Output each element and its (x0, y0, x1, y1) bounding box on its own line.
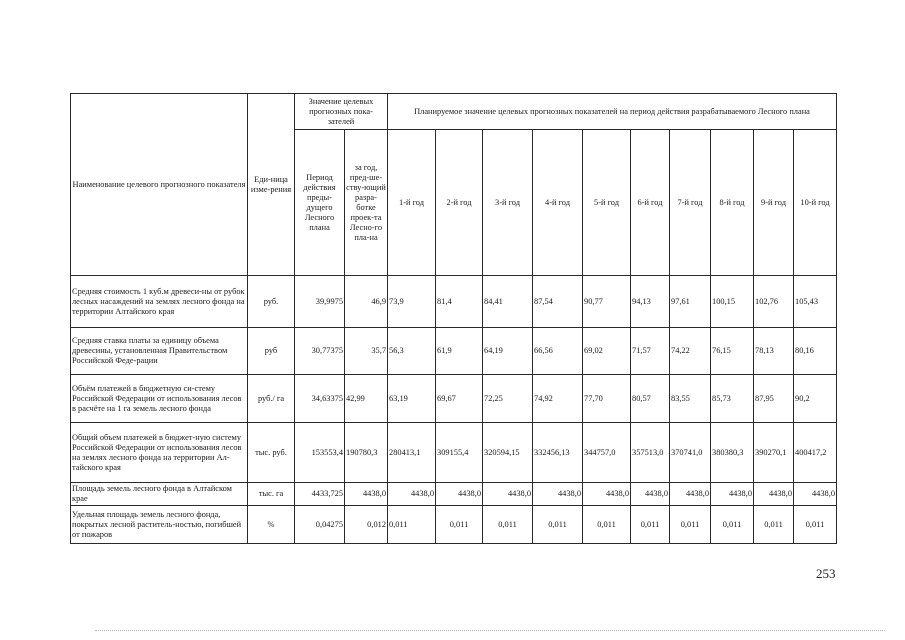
previous-plan-value: 0,04275 (295, 506, 345, 544)
scan-artifact-line (95, 630, 885, 637)
year-value: 94,13 (631, 276, 670, 328)
indicator-name: Средняя стоимость 1 куб.м древеси-ны от рубок лесных насаждений на землях лесного фонда на территории Алтайского края (71, 276, 248, 328)
forecast-indicators-table (70, 93, 837, 544)
header-target-values-group: Значение целевых прогнозных пока-зателей (295, 94, 388, 130)
year-value: 87,95 (754, 375, 794, 423)
year-value: 71,57 (631, 328, 670, 375)
header-unit: Еди-ница изме-рения (248, 94, 295, 276)
year-value: 4438,0 (436, 483, 483, 506)
previous-plan-value: 30,77375 (295, 328, 345, 375)
year-value: 370741,0 (670, 423, 711, 483)
year-value: 90,2 (794, 375, 837, 423)
year-value: 80,57 (631, 375, 670, 423)
year-value: 0,011 (670, 506, 711, 544)
year-value: 63,19 (388, 375, 436, 423)
year-value: 357513,0 (631, 423, 670, 483)
year-value: 0,011 (754, 506, 794, 544)
year-value: 73,9 (388, 276, 436, 328)
table-row (71, 483, 837, 506)
header-year-3: 3-й год (483, 130, 533, 276)
year-value: 102,76 (754, 276, 794, 328)
year-value: 0,011 (533, 506, 583, 544)
table-row (71, 423, 837, 483)
table-row (71, 375, 837, 423)
header-indicator-name: Наименование целевого прогнозного показателя (71, 94, 248, 276)
year-value: 69,67 (436, 375, 483, 423)
unit-cell: тыс. га (248, 483, 295, 506)
indicator-name: Средняя ставка платы за единицу объема древесины, установленная Правительством Российской Феде-рации (71, 328, 248, 375)
header-year-10: 10-й год (794, 130, 837, 276)
year-value: 0,011 (388, 506, 436, 544)
year-value: 4438,0 (754, 483, 794, 506)
year-value: 85,73 (711, 375, 754, 423)
unit-cell: руб./ га (248, 375, 295, 423)
year-value: 77,70 (583, 375, 631, 423)
indicator-name: Объём платежей в бюджетную си-стему Российской Федерации от использования лесов в расчёте на 1 га земель лесного фонда (71, 375, 248, 423)
table-row (71, 328, 837, 375)
unit-cell: тыс. руб. (248, 423, 295, 483)
year-value: 78,13 (754, 328, 794, 375)
year-value: 87,54 (533, 276, 583, 328)
header-year-4: 4-й год (533, 130, 583, 276)
previous-plan-value: 153553,4 (295, 423, 345, 483)
year-value: 0,011 (711, 506, 754, 544)
year-value: 80,16 (794, 328, 837, 375)
previous-plan-value: 4433,725 (295, 483, 345, 506)
year-value: 320594,15 (483, 423, 533, 483)
year-value: 72,25 (483, 375, 533, 423)
year-value: 0,011 (583, 506, 631, 544)
year-value: 69,02 (583, 328, 631, 375)
year-value: 56,3 (388, 328, 436, 375)
year-value: 0,011 (794, 506, 837, 544)
year-value: 64,19 (483, 328, 533, 375)
header-year-2: 2-й год (436, 130, 483, 276)
year-value: 400417,2 (794, 423, 837, 483)
year-value: 100,15 (711, 276, 754, 328)
year-before-value: 190780,3 (345, 423, 388, 483)
year-value: 4438,0 (794, 483, 837, 506)
year-value: 81,4 (436, 276, 483, 328)
year-value: 105,43 (794, 276, 837, 328)
previous-plan-value: 39,9975 (295, 276, 345, 328)
year-value: 4438,0 (711, 483, 754, 506)
year-value: 83,55 (670, 375, 711, 423)
unit-cell: руб (248, 328, 295, 375)
year-before-value: 4438,0 (345, 483, 388, 506)
year-value: 0,011 (631, 506, 670, 544)
year-value: 97,61 (670, 276, 711, 328)
year-before-value: 42,99 (345, 375, 388, 423)
table-row (71, 506, 837, 544)
year-value: 4438,0 (670, 483, 711, 506)
year-value: 344757,0 (583, 423, 631, 483)
header-previous-plan-period: Период действия преды-дущего Лесного плана (295, 130, 345, 276)
header-year-8: 8-й год (711, 130, 754, 276)
header-year-1: 1-й год (388, 130, 436, 276)
year-value: 280413,1 (388, 423, 436, 483)
indicator-name: Удельная площадь земель лесного фонда, покрытых лесной раститель-ностью, погибшей от пожаров (71, 506, 248, 544)
year-value: 84,41 (483, 276, 533, 328)
year-before-value: 46,9 (345, 276, 388, 328)
year-value: 4438,0 (483, 483, 533, 506)
year-value: 0,011 (483, 506, 533, 544)
indicator-name: Общий объем платежей в бюджет-ную систему Российской Федерации от использования лесов на землях лесного фонда на территории Ал-тайского края (71, 423, 248, 483)
year-value: 332456,13 (533, 423, 583, 483)
year-value: 90,77 (583, 276, 631, 328)
header-year-5: 5-й год (583, 130, 631, 276)
previous-plan-value: 34,63375 (295, 375, 345, 423)
year-before-value: 35,7 (345, 328, 388, 375)
year-before-value: 0,012 (345, 506, 388, 544)
header-year-9: 9-й год (754, 130, 794, 276)
year-value: 76,15 (711, 328, 754, 375)
year-value: 61,9 (436, 328, 483, 375)
year-value: 66,56 (533, 328, 583, 375)
year-value: 4438,0 (583, 483, 631, 506)
year-value: 4438,0 (631, 483, 670, 506)
year-value: 74,22 (670, 328, 711, 375)
year-value: 390270,1 (754, 423, 794, 483)
year-value: 380380,3 (711, 423, 754, 483)
table-row (71, 276, 837, 328)
year-value: 4438,0 (533, 483, 583, 506)
indicator-name: Площадь земель лесного фонда в Алтайском крае (71, 483, 248, 506)
header-planned-values-group: Планируемое значение целевых прогнозных показателей на период действия разрабатываемого Лесного плана (388, 94, 837, 130)
header-year-7: 7-й год (670, 130, 711, 276)
unit-cell: % (248, 506, 295, 544)
header-year-before: за год, пред-ше-ству-ющий разра-ботке проек-та Лесно-го пла-на (345, 130, 388, 276)
unit-cell: руб. (248, 276, 295, 328)
page-number: 253 (816, 566, 836, 581)
year-value: 0,011 (436, 506, 483, 544)
header-year-6: 6-й год (631, 130, 670, 276)
year-value: 74,92 (533, 375, 583, 423)
year-value: 309155,4 (436, 423, 483, 483)
year-value: 4438,0 (388, 483, 436, 506)
